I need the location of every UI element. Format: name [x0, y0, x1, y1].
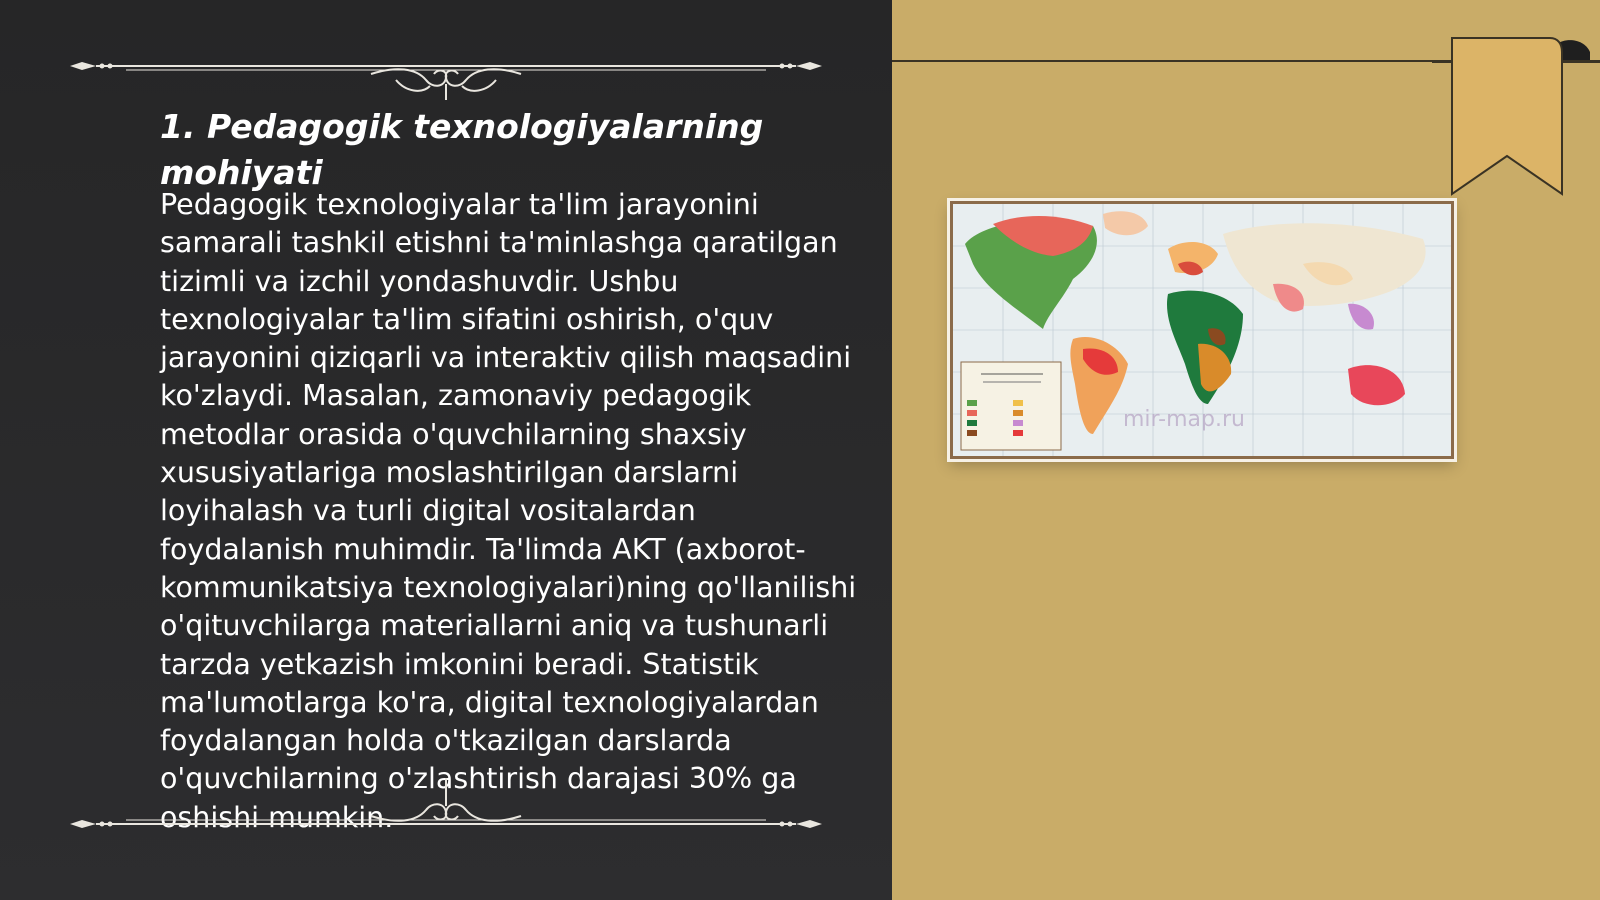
map-watermark: mir-map.ru: [1123, 407, 1245, 432]
ornament-divider-top: [66, 40, 826, 100]
slide-title: 1. Pedagogik texnologiyalarning mohiyati: [160, 107, 764, 192]
slide-body-text: Pedagogik texnologiyalar ta'lim jarayonini samarali tashkil etishni ta'minlashga qaratilgan tizimli va izchil yondashuvdir. Ushbu texnologiyalar ta'lim sifatini oshirish, o'quv jarayonini qiziqarli va interaktiv qilish maqsadini ko'zlaydi. Masalan, zamonaviy pedagogik metodlar orasida o'quvchilarning shaxsiy xususiyatlariga moslashtirilgan darslarni loyihalash va turli digital vositalardan foydalanish muhimdir. Ta'limda AKT (axborot-kommunikatsiya texnologiyalari)ning qo'llanilishi o'qituvchilarga materiallarni aniq va tushunarli tarzda yetkazish imkonini beradi. Statistik ma'lumotlarga ko'ra, digital texnologiyalardan foydalangan holda o'tkazilgan darslarda o'quvchilarning o'zlashtirish darajasi 30% ga oshishi mumkin.: [160, 188, 857, 834]
ornament-divider-bottom: [66, 778, 826, 838]
world-map-image: [950, 201, 1454, 459]
bookmark-ribbon-icon: [1432, 34, 1600, 200]
